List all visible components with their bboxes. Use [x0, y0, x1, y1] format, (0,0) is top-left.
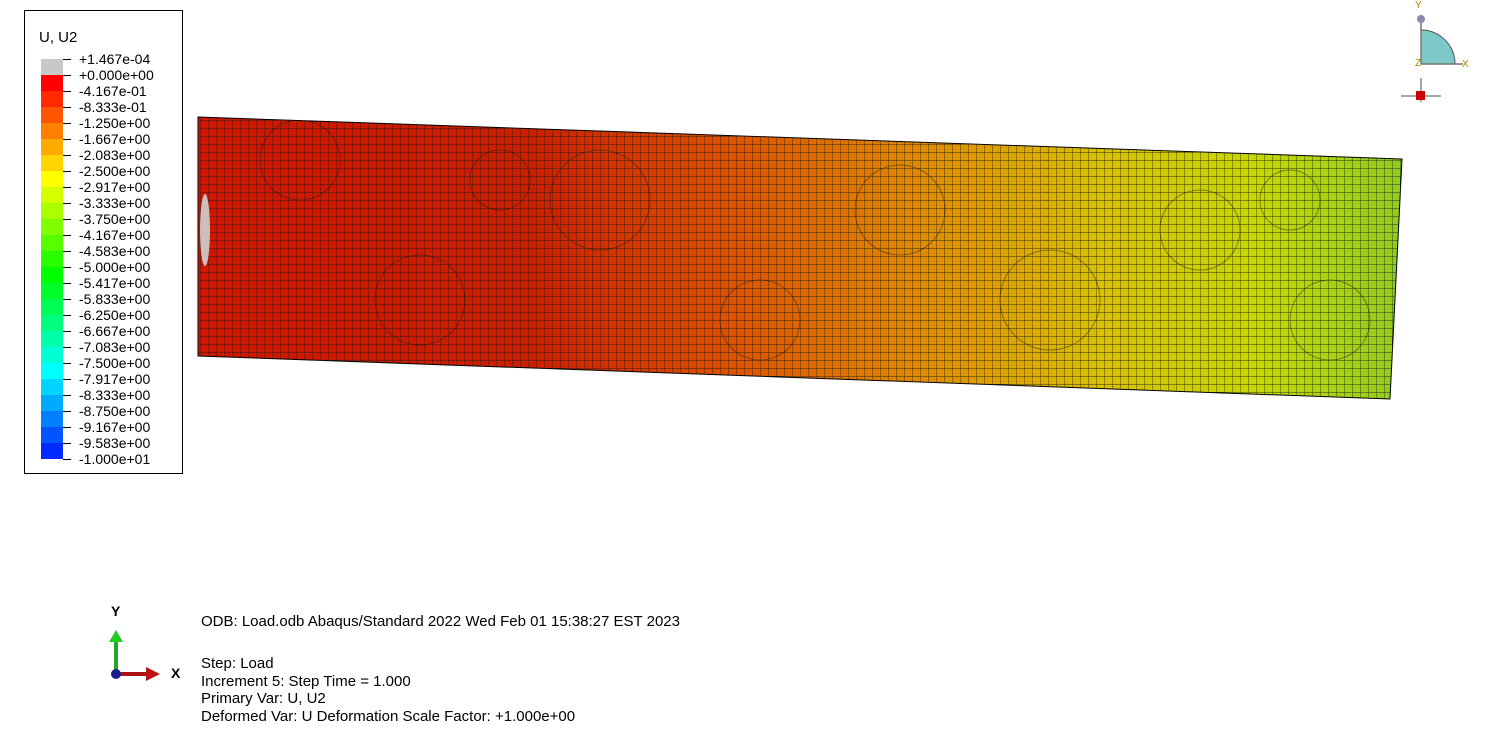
legend-label: +0.000e+00	[79, 67, 154, 83]
legend-label: -7.083e+00	[79, 339, 151, 355]
legend-label: -8.750e+00	[79, 403, 151, 419]
legend-label: -8.333e-01	[79, 99, 147, 115]
legend-label: -4.167e-01	[79, 83, 147, 99]
global-x-label: X	[171, 665, 181, 681]
triad-z-label: Z	[1415, 58, 1422, 69]
legend-label: -3.333e+00	[79, 195, 151, 211]
legend-label: -1.250e+00	[79, 115, 151, 131]
legend-label: -2.917e+00	[79, 179, 151, 195]
legend-label: -4.583e+00	[79, 243, 151, 259]
triad-y-label: Y	[1415, 0, 1422, 11]
triad-x-label: X	[1462, 59, 1469, 70]
legend-label: -5.000e+00	[79, 259, 151, 275]
legend-label: -3.750e+00	[79, 211, 151, 227]
increment-info: Increment 5: Step Time = 1.000	[201, 673, 411, 690]
odb-info: ODB: Load.odb Abaqus/Standard 2022 Wed Feb 01 15:38:27 EST 2023	[201, 613, 680, 630]
legend-label: -5.833e+00	[79, 291, 151, 307]
legend-label: -1.667e+00	[79, 131, 151, 147]
legend-label: +1.467e-04	[79, 51, 151, 67]
view-triad[interactable]	[1395, 0, 1475, 105]
step-info: Step: Load	[201, 655, 274, 672]
legend-label: -1.000e+01	[79, 451, 151, 467]
legend-label: -5.417e+00	[79, 275, 151, 291]
legend-label: -4.167e+00	[79, 227, 151, 243]
legend-label: -7.917e+00	[79, 371, 151, 387]
legend-label: -9.583e+00	[79, 435, 151, 451]
legend-title: U, U2	[39, 29, 78, 46]
legend-label: -9.167e+00	[79, 419, 151, 435]
legend-label: -6.250e+00	[79, 307, 151, 323]
hole-region	[200, 194, 210, 266]
primary-var-info: Primary Var: U, U2	[201, 690, 326, 707]
mesh-grid	[190, 110, 1410, 410]
legend-label: -2.083e+00	[79, 147, 151, 163]
legend-label: -2.500e+00	[79, 163, 151, 179]
legend-label: -6.667e+00	[79, 323, 151, 339]
legend-label: -8.333e+00	[79, 387, 151, 403]
legend-label: -7.500e+00	[79, 355, 151, 371]
global-y-label: Y	[111, 603, 121, 619]
deformed-var-info: Deformed Var: U Deformation Scale Factor: +1.000e+00	[201, 708, 576, 725]
